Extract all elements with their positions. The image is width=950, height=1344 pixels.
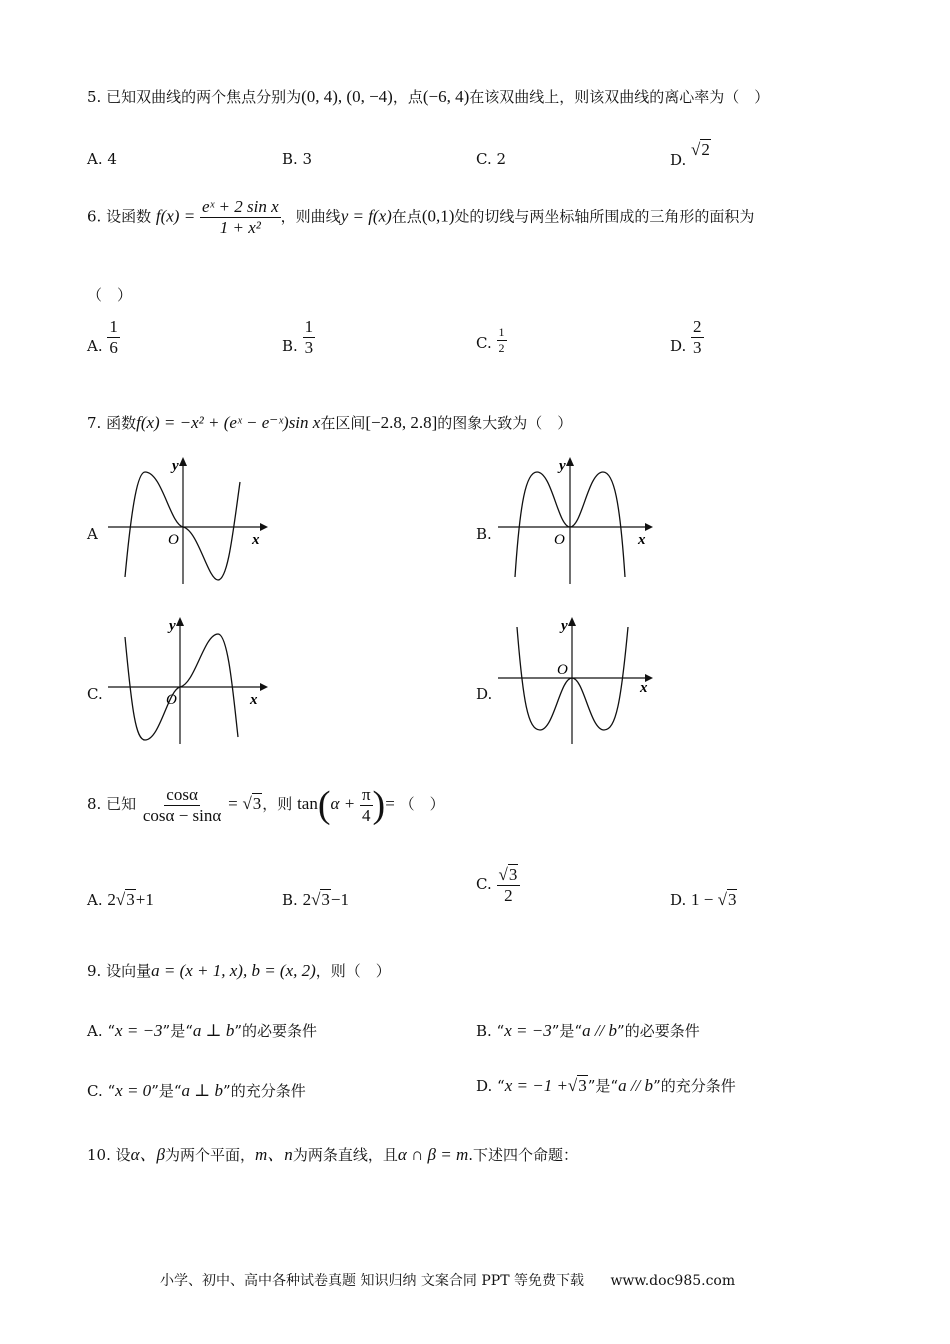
- q8-mid: ，则: [262, 795, 293, 813]
- q6-option-d-label: D.: [670, 337, 687, 356]
- footer-url[interactable]: www.doc985.com: [610, 1273, 736, 1289]
- question-5: [87, 86, 769, 107]
- q5-option-c: C. 2: [476, 150, 507, 168]
- q7-graph-b-x-arrow: [645, 523, 653, 531]
- q7-graph-c-x-arrow: [260, 683, 268, 691]
- q8-equals-2: =: [385, 794, 395, 813]
- q8-option-a-label: A.: [87, 891, 103, 909]
- q8-rhs-sqrt: √3: [242, 794, 262, 813]
- q7-graph-c-x-label: x: [250, 692, 258, 708]
- q8-paren: （ ）: [399, 795, 445, 813]
- q10-tail: .下述四个命题：: [468, 1146, 579, 1164]
- q7-graph-b-x-label: x: [638, 532, 646, 548]
- q7-lead: 7. 函数: [87, 414, 137, 432]
- q6-option-a-label: A.: [87, 337, 103, 356]
- q6-option-b: [282, 318, 315, 357]
- q8-fraction-numerator: cosα: [166, 784, 198, 804]
- q5-option-a: A. 4: [87, 150, 117, 168]
- q6-option-a: [87, 318, 120, 357]
- q7-graph-c-origin: O: [166, 692, 177, 708]
- q8-option-b-value: 2√3−1: [302, 890, 350, 909]
- q5-option-d-sqrt: √2: [691, 140, 710, 159]
- q8-tan: tan: [297, 794, 318, 813]
- question-8: [87, 783, 445, 827]
- q9-vectors: a = (x + 1, x), b = (x, 2): [151, 961, 316, 980]
- q5-option-d-label: D.: [670, 151, 687, 169]
- q8-rhs-radicand: 3: [252, 794, 262, 813]
- q7-graph-c-y-label: y: [169, 618, 176, 634]
- q6-point: (0,1): [421, 206, 455, 226]
- q7-graph-b-label: B.: [476, 525, 492, 543]
- question-9: [87, 960, 391, 981]
- q7-tail: 的图象大致为（ ）: [437, 414, 573, 432]
- q7-graph-a-origin: O: [168, 532, 179, 548]
- q6-curve: y = f(x): [340, 206, 392, 226]
- q7-graph-d-x-label: x: [640, 680, 648, 696]
- q6-option-c-label: C.: [476, 334, 492, 353]
- q7-graph-a-x-arrow: [260, 523, 268, 531]
- q9-tail: ，则（ ）: [315, 962, 391, 980]
- q6-option-b-label: B.: [282, 337, 298, 356]
- q7-graph-b-origin: O: [554, 532, 565, 548]
- q7-graph-c-label: C.: [87, 685, 103, 703]
- q6-option-d: [670, 318, 704, 357]
- q7-graph-a-x-label: x: [252, 532, 260, 548]
- page-footer: [160, 1270, 735, 1290]
- q8-equals: =: [228, 794, 238, 813]
- q7-graph-d-label: D.: [476, 685, 493, 703]
- q8-option-d-value: 1 − √3: [691, 890, 737, 909]
- question-6: [87, 198, 754, 237]
- q10-lines: m、n: [255, 1145, 293, 1164]
- q6-paren: （ ）: [87, 286, 133, 304]
- q6-lead: 6. 设函数: [87, 207, 152, 226]
- footer-text: 小学、初中、高中各种试卷真题 知识归纳 文案合同 PPT 等免费下载: [160, 1273, 584, 1289]
- q5-foci: (0, 4), (0, −4): [301, 87, 393, 106]
- q7-graph-a-label: A: [87, 525, 98, 543]
- q7-graph-d-y-label: y: [561, 618, 568, 634]
- q6-option-b-fraction: $\frac{1}{3}$: [304, 317, 314, 357]
- q6-func-fraction: [200, 198, 281, 237]
- q10-lead: 10. 设: [87, 1146, 131, 1164]
- q6-mid2: 在点: [391, 207, 422, 226]
- q5-option-d: [670, 140, 711, 169]
- q10-planes: α、β: [130, 1145, 166, 1164]
- q5-lead: 5. 已知双曲线的两个焦点分别为: [87, 88, 302, 106]
- q6-func-lhs: f(x) =: [155, 206, 196, 226]
- q9-option-d: D. “x = −1 +√3”是“a // b”的充分条件: [476, 1076, 736, 1095]
- question-10: [87, 1140, 578, 1165]
- q6-func-numerator: eˣ + 2 sin x: [201, 197, 279, 216]
- q6-tail: 处的切线与两坐标轴所围成的三角形的面积为: [454, 207, 755, 226]
- q8-option-c: [476, 866, 520, 905]
- q10-mid1: 为两个平面，: [165, 1146, 256, 1164]
- q9-option-b: B. “x = −3”是“a // b”的必要条件: [476, 1021, 700, 1040]
- q7-graph-b: [490, 452, 660, 592]
- q8-option-b: [282, 890, 349, 910]
- q5-mid: ，点: [392, 88, 423, 106]
- q7-interval: [−2.8, 2.8]: [365, 413, 438, 432]
- question-7: [87, 412, 572, 433]
- q8-option-a: [87, 890, 154, 910]
- q7-func: f(x) = −x² + (eˣ − e⁻ˣ)sin x: [136, 413, 321, 432]
- q9-option-c: C. “x = 0”是“a ⊥ b”的充分条件: [87, 1081, 306, 1100]
- q7-graph-b-y-label: y: [559, 458, 566, 474]
- q8-option-c-fraction: $\frac{√3}{2}$: [497, 866, 521, 905]
- q8-pi-fraction: $\frac{\pi}{4}$: [361, 784, 371, 825]
- q8-option-b-label: B.: [282, 891, 298, 909]
- q6-option-a-fraction: $\frac{1}{6}$: [109, 317, 118, 357]
- q8-fraction: [141, 786, 223, 825]
- q8-option-d: [670, 890, 737, 910]
- q7-graph-d: [490, 612, 660, 752]
- q7-graph-d-y-arrow: [568, 617, 576, 626]
- q8-option-a-value: 2√3+1: [107, 890, 154, 909]
- q8-fraction-denominator: cosα − sinα: [142, 805, 222, 825]
- q8-lead: 8. 已知: [87, 795, 137, 813]
- q5-point: (−6, 4): [422, 87, 470, 106]
- q8-alpha-plus: α +: [330, 794, 356, 813]
- q9-lead: 9. 设向量: [87, 962, 152, 980]
- q8-option-c-label: C.: [476, 875, 492, 894]
- q10-intersect: α ∩ β = m: [397, 1145, 469, 1164]
- q7-graph-a-y-label: y: [172, 458, 179, 474]
- q8-close-paren: ): [372, 784, 386, 826]
- q7-graph-c-y-arrow: [176, 617, 184, 626]
- q5-option-d-radicand: 2: [701, 140, 710, 159]
- q5-tail: 在该双曲线上，则该双曲线的离心率为（ ）: [469, 88, 770, 106]
- q6-func-denominator: 1 + x²: [219, 217, 261, 237]
- q6-mid1: ，则曲线: [280, 207, 341, 226]
- q6-option-c-fraction: $\frac{1}{2}$: [498, 325, 505, 355]
- q9-option-a: A. “x = −3”是“a ⊥ b”的必要条件: [87, 1021, 318, 1040]
- q7-graph-a-y-arrow: [179, 457, 187, 466]
- q6-option-c: [476, 326, 507, 354]
- q7-graph-d-origin: O: [557, 662, 568, 678]
- q6-option-d-fraction: $\frac{2}{3}$: [693, 317, 702, 357]
- q7-mid: 在区间: [320, 414, 366, 432]
- q7-graph-c: [100, 612, 275, 752]
- q8-open-paren: (: [317, 784, 331, 826]
- q8-option-d-label: D.: [670, 891, 687, 909]
- q10-mid2: 为两条直线，且: [292, 1146, 398, 1164]
- q5-option-b: B. 3: [282, 150, 313, 168]
- q7-graph-a: [100, 452, 275, 592]
- q7-graph-b-y-arrow: [566, 457, 574, 466]
